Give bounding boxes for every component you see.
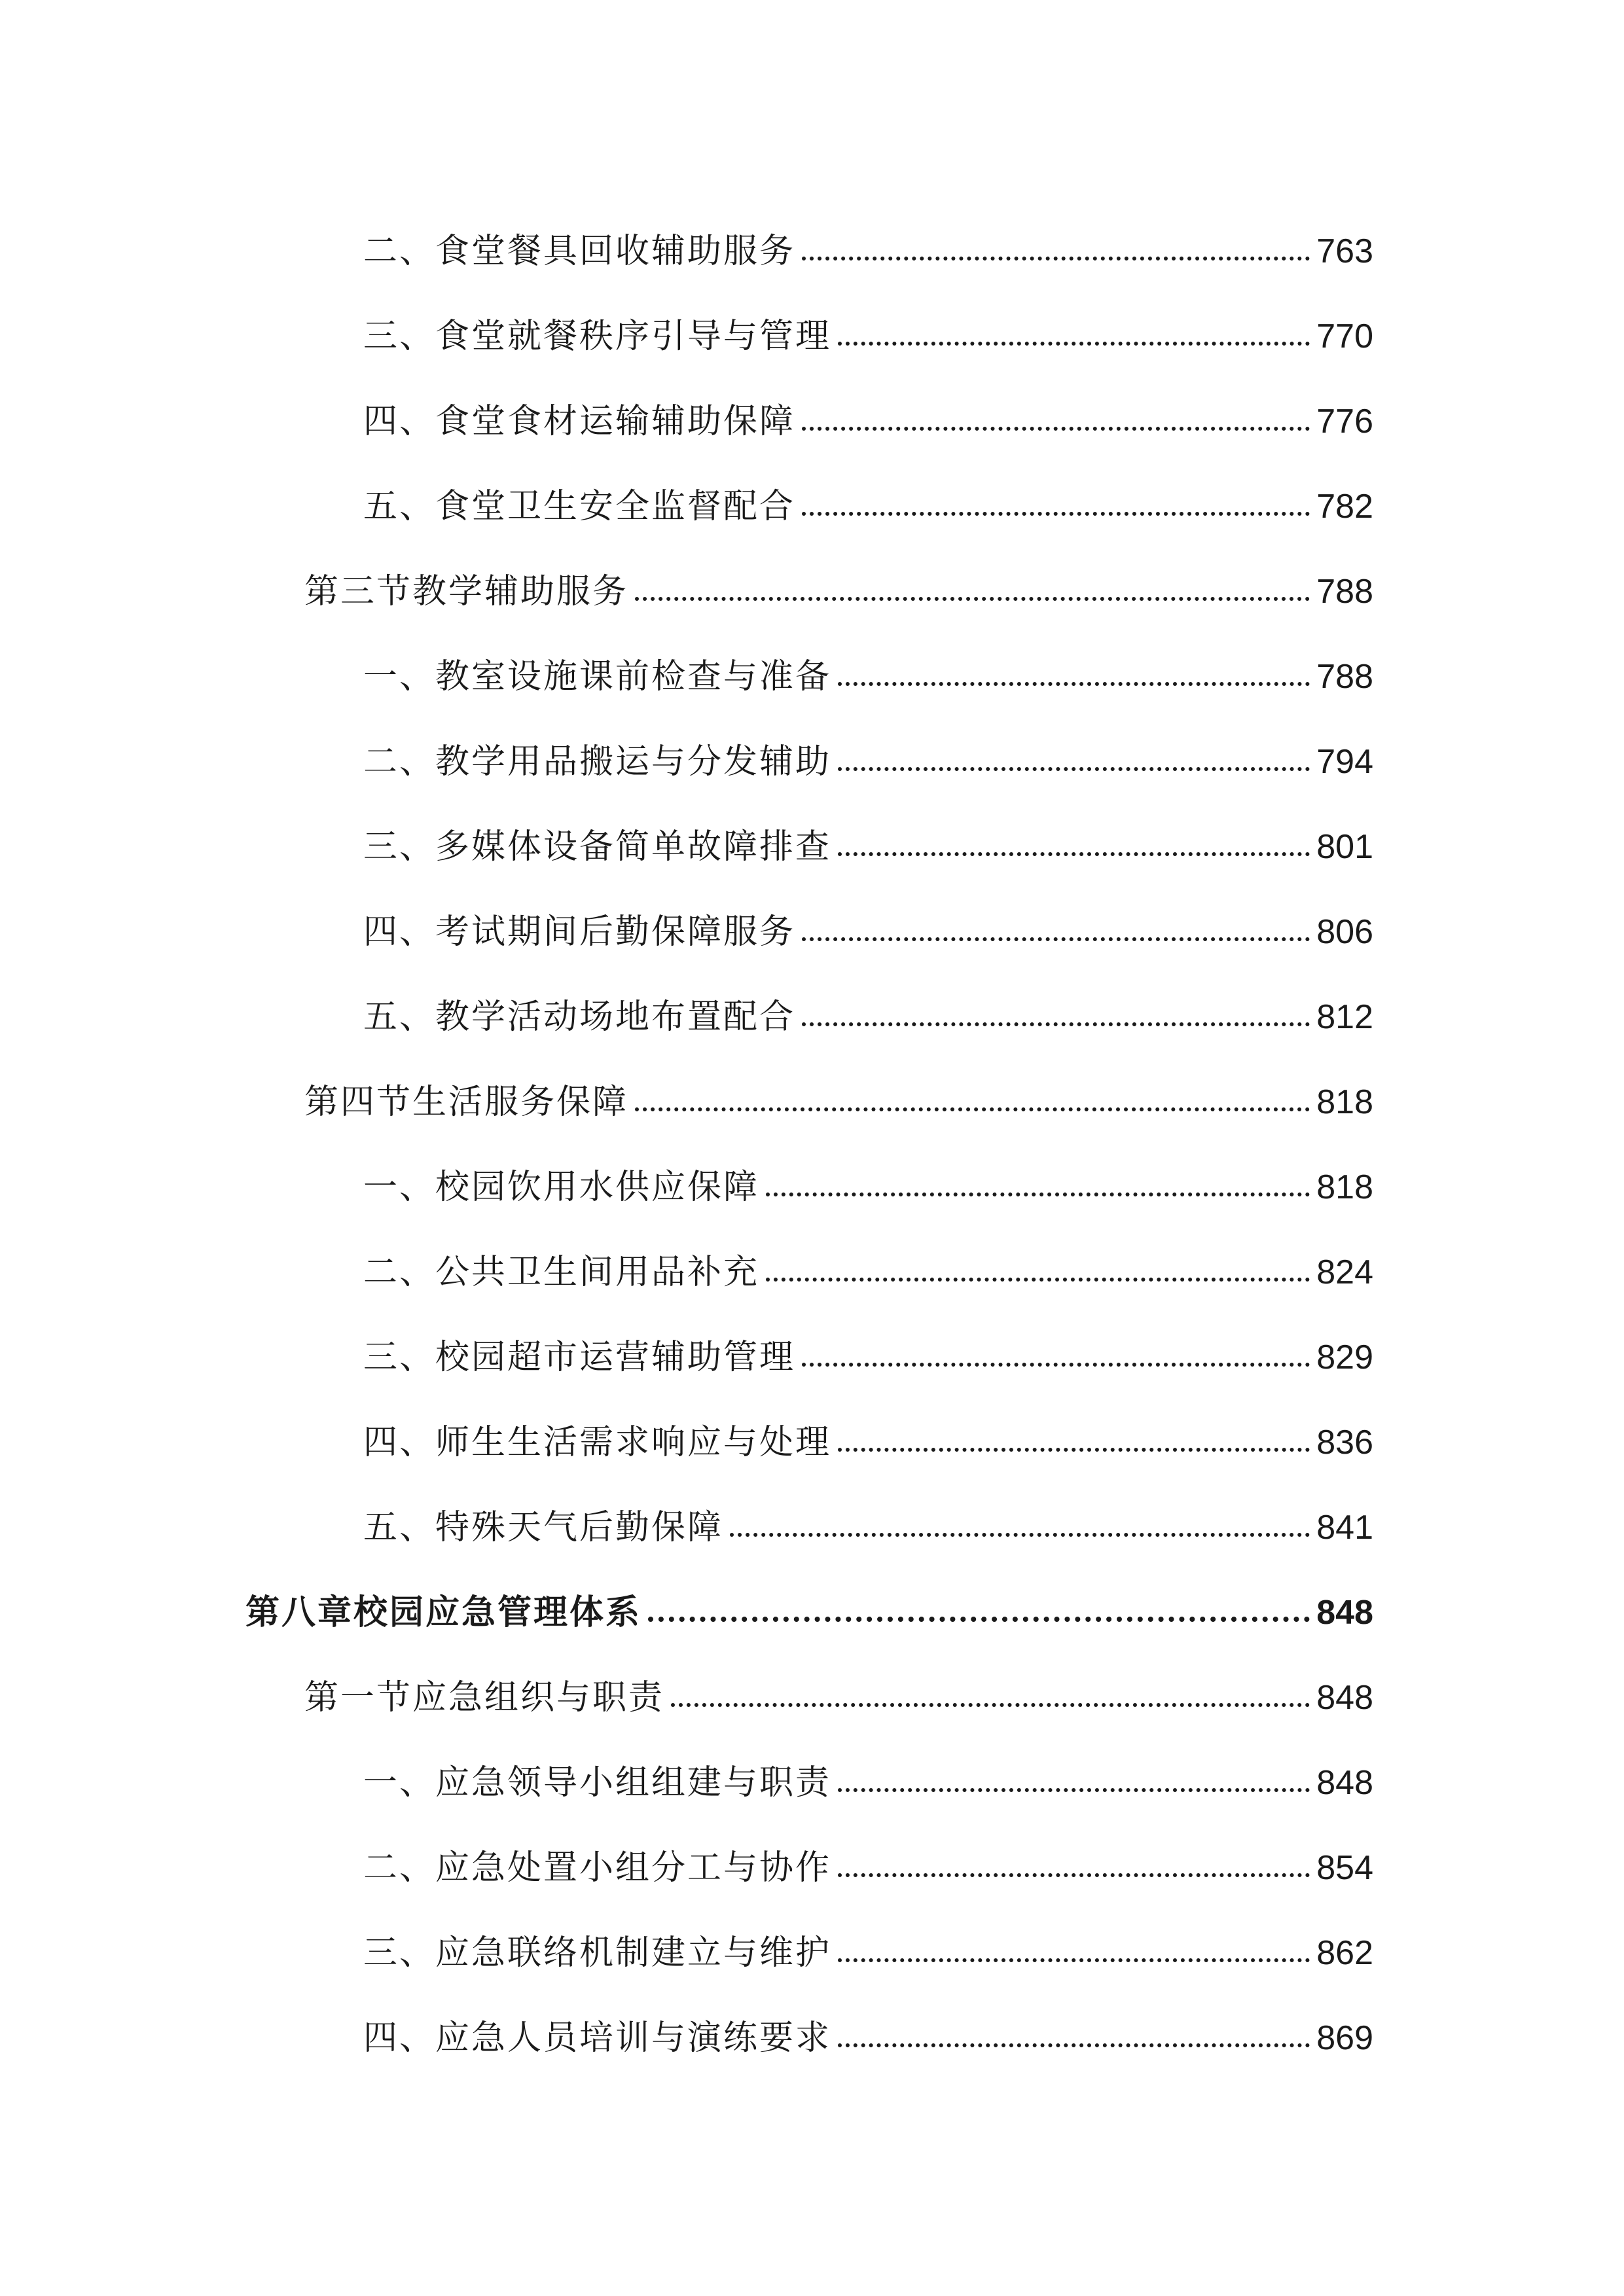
toc-entry[interactable]: [363, 1996, 1373, 2058]
dot-leader: [766, 1193, 1310, 1196]
toc-entry-page: 848: [1316, 1679, 1373, 1717]
toc-entry[interactable]: [363, 209, 1373, 271]
dot-leader: [671, 1703, 1310, 1707]
toc-entry-page: 818: [1316, 1083, 1373, 1121]
toc-entry-title: 三、食堂就餐秩序引导与管理: [363, 317, 832, 356]
toc-entry[interactable]: [363, 1316, 1373, 1377]
dot-leader: [838, 1958, 1310, 1962]
toc-entry-title: 二、公共卫生间用品补充: [363, 1253, 760, 1292]
toc-entry-title: 四、食堂食材运输辅助保障: [363, 402, 796, 441]
toc-entry-page: 848: [1316, 1764, 1373, 1802]
toc-entry-page: 848: [1316, 1594, 1373, 1632]
toc-entry-page: 812: [1316, 998, 1373, 1036]
toc-entry-page: 829: [1316, 1338, 1373, 1376]
toc-entry-title: 五、教学活动场地布置配合: [363, 997, 796, 1037]
toc-entry-page: 869: [1316, 2019, 1373, 2057]
toc-entry-page: 854: [1316, 1849, 1373, 1887]
toc-entry-title: 第三节教学辅助服务: [304, 572, 629, 611]
toc-entry-page: 806: [1316, 913, 1373, 951]
toc-entry-title: 五、特殊天气后勤保障: [363, 1508, 724, 1547]
toc-entry-title: 三、多媒体设备简单故障排查: [363, 827, 832, 867]
toc-entry[interactable]: [363, 890, 1373, 952]
toc-entry-page: 776: [1316, 403, 1373, 440]
toc-entry[interactable]: [363, 1826, 1373, 1888]
toc-entry-title: 五、食堂卫生安全监督配合: [363, 487, 796, 526]
dot-leader: [635, 1107, 1310, 1111]
toc-entry-title: 一、应急领导小组组建与职责: [363, 1763, 832, 1803]
dot-leader: [635, 597, 1310, 601]
toc-entry-title: 四、师生生活需求响应与处理: [363, 1423, 832, 1462]
dot-leader: [766, 1278, 1310, 1282]
toc-entry[interactable]: [363, 635, 1373, 694]
toc-entry-page: 770: [1316, 317, 1373, 355]
dot-leader: [802, 512, 1310, 516]
dot-leader: [730, 1533, 1310, 1537]
toc-entry-page: 763: [1316, 232, 1373, 270]
toc-entry-title: 第四节生活服务保障: [304, 1083, 629, 1122]
dot-leader: [802, 1363, 1310, 1367]
toc-entry[interactable]: [363, 1741, 1373, 1803]
toc-entry-page: 841: [1316, 1509, 1373, 1547]
toc-entry[interactable]: [363, 720, 1373, 779]
toc-entry-title: 二、教学用品搬运与分发辅助: [363, 742, 832, 781]
dot-leader: [838, 1448, 1310, 1452]
toc-entry-title: 第八章校园应急管理体系: [245, 1593, 642, 1632]
toc-entry[interactable]: [304, 1656, 1373, 1715]
toc-entry-title: 二、应急处置小组分工与协作: [363, 1848, 832, 1888]
dot-leader: [802, 427, 1310, 431]
toc-entry[interactable]: [304, 550, 1373, 609]
toc-entry[interactable]: [363, 1401, 1373, 1460]
toc-entry[interactable]: [363, 380, 1373, 439]
toc-entry[interactable]: [363, 805, 1373, 867]
toc-entry-title: 一、教室设施课前检查与准备: [363, 657, 832, 696]
toc-entry-title: 三、校园超市运营辅助管理: [363, 1338, 796, 1377]
toc-entry-page: 794: [1316, 743, 1373, 781]
toc-entry-title: 第一节应急组织与职责: [304, 1678, 665, 1717]
dot-leader: [838, 2043, 1310, 2047]
dot-leader: [838, 1873, 1310, 1877]
dot-leader: [802, 937, 1310, 941]
toc-entry[interactable]: [363, 1230, 1373, 1292]
toc-entry[interactable]: [304, 1060, 1373, 1122]
toc-entry[interactable]: [363, 465, 1373, 524]
toc-entry-chapter[interactable]: [245, 1571, 1373, 1630]
toc-entry-title: 四、考试期间后勤保障服务: [363, 912, 796, 952]
dot-leader: [648, 1617, 1310, 1622]
toc-entry-title: 一、校园饮用水供应保障: [363, 1168, 760, 1207]
toc-entry-page: 782: [1316, 488, 1373, 526]
toc-entry-title: 二、食堂餐具回收辅助服务: [363, 232, 796, 271]
toc-entry-page: 801: [1316, 828, 1373, 866]
toc-entry-title: 三、应急联络机制建立与维护: [363, 1933, 832, 1973]
dot-leader: [802, 257, 1310, 260]
toc-entry-page: 788: [1316, 573, 1373, 611]
toc-entry[interactable]: [363, 1145, 1373, 1207]
toc-entry-page: 788: [1316, 658, 1373, 696]
dot-leader: [838, 682, 1310, 686]
dot-leader: [838, 342, 1310, 346]
toc-entry-page: 862: [1316, 1934, 1373, 1972]
toc-entry[interactable]: [363, 975, 1373, 1037]
toc-entry-page: 824: [1316, 1253, 1373, 1291]
toc-entry-title: 四、应急人员培训与演练要求: [363, 2018, 832, 2058]
toc-entry-page: 818: [1316, 1168, 1373, 1206]
toc-entry[interactable]: [363, 1486, 1373, 1545]
dot-leader: [838, 767, 1310, 771]
dot-leader: [838, 1788, 1310, 1792]
toc-entry-page: 836: [1316, 1424, 1373, 1462]
toc-entry[interactable]: [363, 1911, 1373, 1973]
dot-leader: [802, 1022, 1310, 1026]
toc-entry[interactable]: [363, 295, 1373, 356]
dot-leader: [838, 852, 1310, 856]
